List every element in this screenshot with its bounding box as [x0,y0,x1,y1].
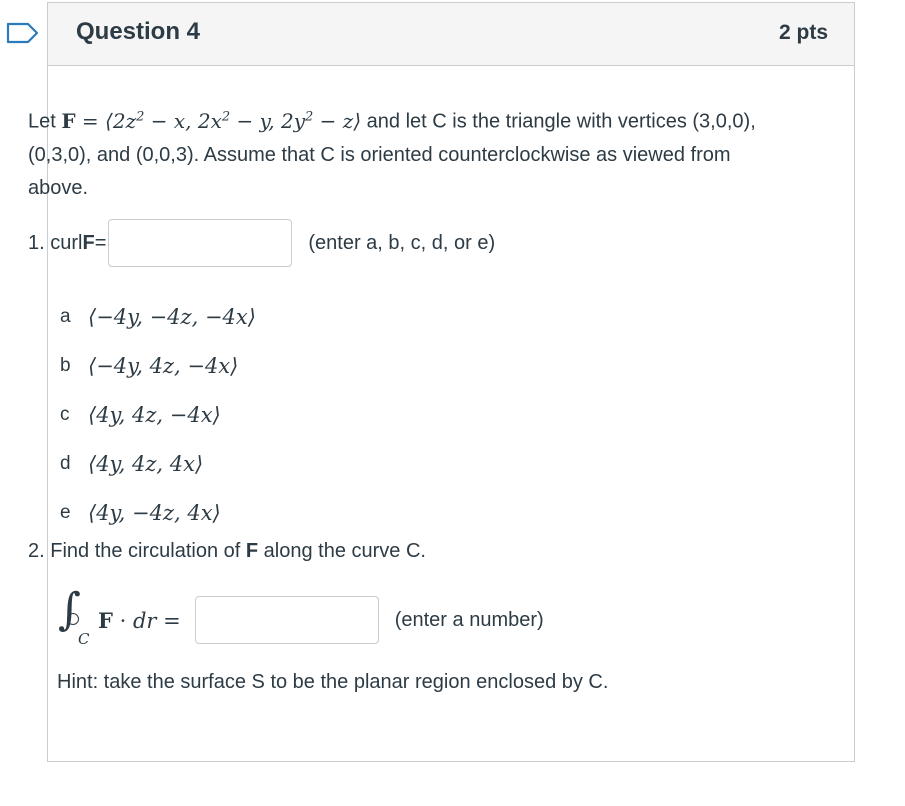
choice-d: d ⟨4y, 4z, 4x⟩ [60,451,204,476]
curl-choices-list [60,292,256,537]
choice-a: a ⟨−4y, −4z, −4x⟩ [60,304,256,329]
bookmark-flag-icon[interactable] [6,22,40,44]
prompt-let: Let [28,110,56,133]
part1-label: 1. curl [28,231,83,254]
contour-integral-icon: ∫ C [58,584,90,648]
question-header [48,3,854,66]
part-2: 2. Find the circulation of F along the curve C. [28,540,426,562]
hint-text: Hint: take the surface S to be the planar region enclosed by C. [57,671,609,693]
choice-c: c ⟨4y, 4z, −4x⟩ [60,402,221,427]
choice-b: b ⟨−4y, 4z, −4x⟩ [60,353,239,378]
line-integral-row [58,584,544,652]
question-title: Question 4 [76,18,201,45]
prompt-description: and let C is the triangle with vertices (3,0,0), (0,3,0), and (0,0,3). Assume that C is oriented counterclockwise as viewed from above. [28,110,756,199]
part2-instruction: (enter a number) [394,608,544,631]
circulation-answer-input[interactable] [195,596,379,644]
vector-field-expression: $F = ⟨2z^2 - x$, $2x^2 - y$, $2y^2$ − z⟩ [61,108,362,133]
part-1: 1. curl F = (enter a, b, c, d, or e) [28,218,495,268]
field-F: F [61,108,76,133]
choice-e: e ⟨4y, −4z, 4x⟩ [60,500,221,525]
part1-instruction: (enter a, b, c, d, or e) [308,231,496,254]
part1-bold-F: F [82,231,95,254]
question-prompt [28,100,768,205]
curl-answer-input[interactable] [108,219,292,267]
part2-bold-F: F [245,540,259,562]
integrand: F · dr = [98,607,181,633]
question-points: 2 pts [778,21,828,44]
